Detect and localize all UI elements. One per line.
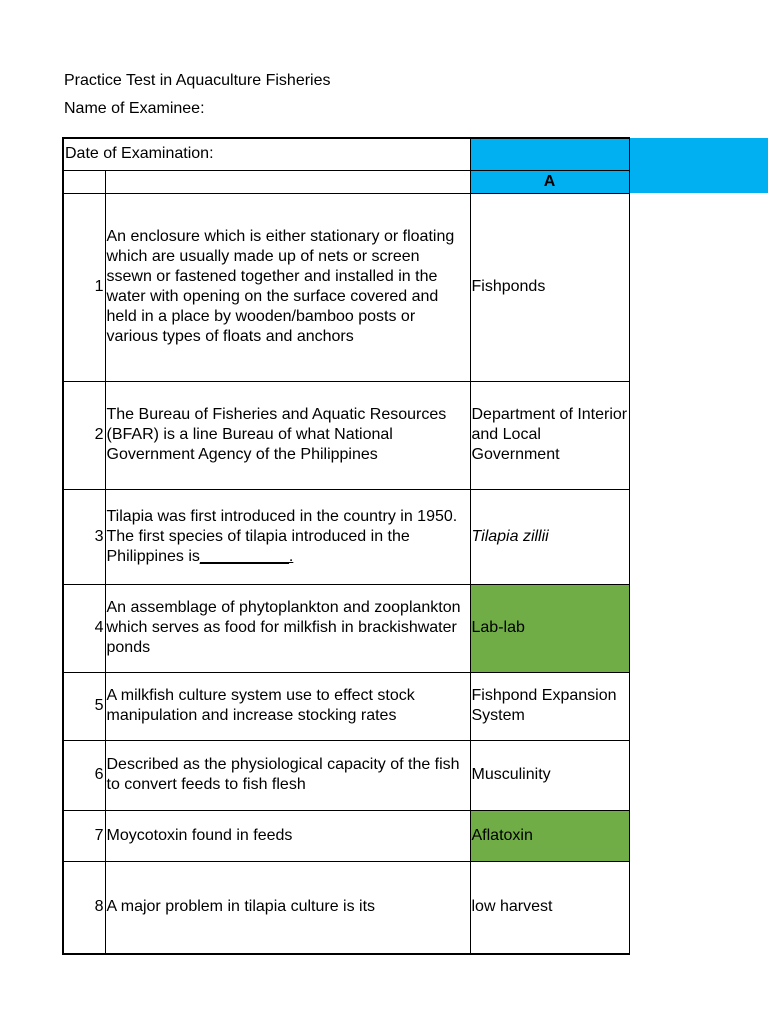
question-text: Described as the physiological capacity of the fish to convert feeds to fish flesh xyxy=(105,740,470,810)
column-header-row xyxy=(63,170,629,193)
question-header-cell xyxy=(105,170,470,193)
answer-blank: __________. xyxy=(199,547,294,565)
answer-cell[interactable]: Department of Interior and Local Government xyxy=(470,381,629,489)
question-text: A milkfish culture system use to effect stock manipulation and increase stocking rates xyxy=(105,672,470,740)
date-row xyxy=(63,138,629,170)
answer-cell[interactable]: low harvest xyxy=(470,861,629,954)
row-number: 2 xyxy=(63,381,105,489)
table-row xyxy=(63,740,629,810)
question-text: A major problem in tilapia culture is its xyxy=(105,861,470,954)
question-text: An assemblage of phytoplankton and zooplankton which serves as food for milkfish in brackishwater ponds xyxy=(105,584,470,672)
date-of-examination-label: Date of Examination: xyxy=(63,138,470,170)
table-row xyxy=(63,193,629,381)
column-a-header: A xyxy=(470,170,629,193)
answer-cell-highlighted[interactable]: Lab-lab xyxy=(470,584,629,672)
date-value-cell[interactable] xyxy=(470,138,629,170)
row-number: 8 xyxy=(63,861,105,954)
table-row xyxy=(63,861,629,954)
question-text: An enclosure which is either stationary or floating which are usually made up of nets or screen ssewn or fastened together and installed in the water with opening on the surface covered and held in a place by wooden/bamboo posts or various types of floats and anchors xyxy=(105,193,470,381)
table-row xyxy=(63,381,629,489)
row-number: 1 xyxy=(63,193,105,381)
row-number: 7 xyxy=(63,810,105,861)
row-number: 4 xyxy=(63,584,105,672)
row-number: 6 xyxy=(63,740,105,810)
answer-cell[interactable]: Fishponds xyxy=(470,193,629,381)
table-row xyxy=(63,489,629,584)
answer-cell[interactable]: Musculinity xyxy=(470,740,629,810)
answer-cell-highlighted[interactable]: Aflatoxin xyxy=(470,810,629,861)
question-text: Moycotoxin found in feeds xyxy=(105,810,470,861)
number-header-cell xyxy=(63,170,105,193)
question-table xyxy=(62,137,630,955)
question-text: The Bureau of Fisheries and Aquatic Resources (BFAR) is a line Bureau of what National Government Agency of the Philippines xyxy=(105,381,470,489)
examinee-name-label: Name of Examinee: xyxy=(64,100,205,117)
table-row xyxy=(63,584,629,672)
header-fill-band xyxy=(626,138,768,193)
table-row xyxy=(63,810,629,861)
question-text xyxy=(105,489,470,584)
question-text-main: Tilapia was first introduced in the country in 1950. The first species of tilapia introduced in the Philippines is xyxy=(106,507,458,565)
table-row xyxy=(63,672,629,740)
row-number: 5 xyxy=(63,672,105,740)
document-title: Practice Test in Aquaculture Fisheries xyxy=(64,72,331,89)
row-number: 3 xyxy=(63,489,105,584)
answer-cell[interactable]: Fishpond Expansion System xyxy=(470,672,629,740)
answer-cell[interactable]: Tilapia zillii xyxy=(470,489,629,584)
